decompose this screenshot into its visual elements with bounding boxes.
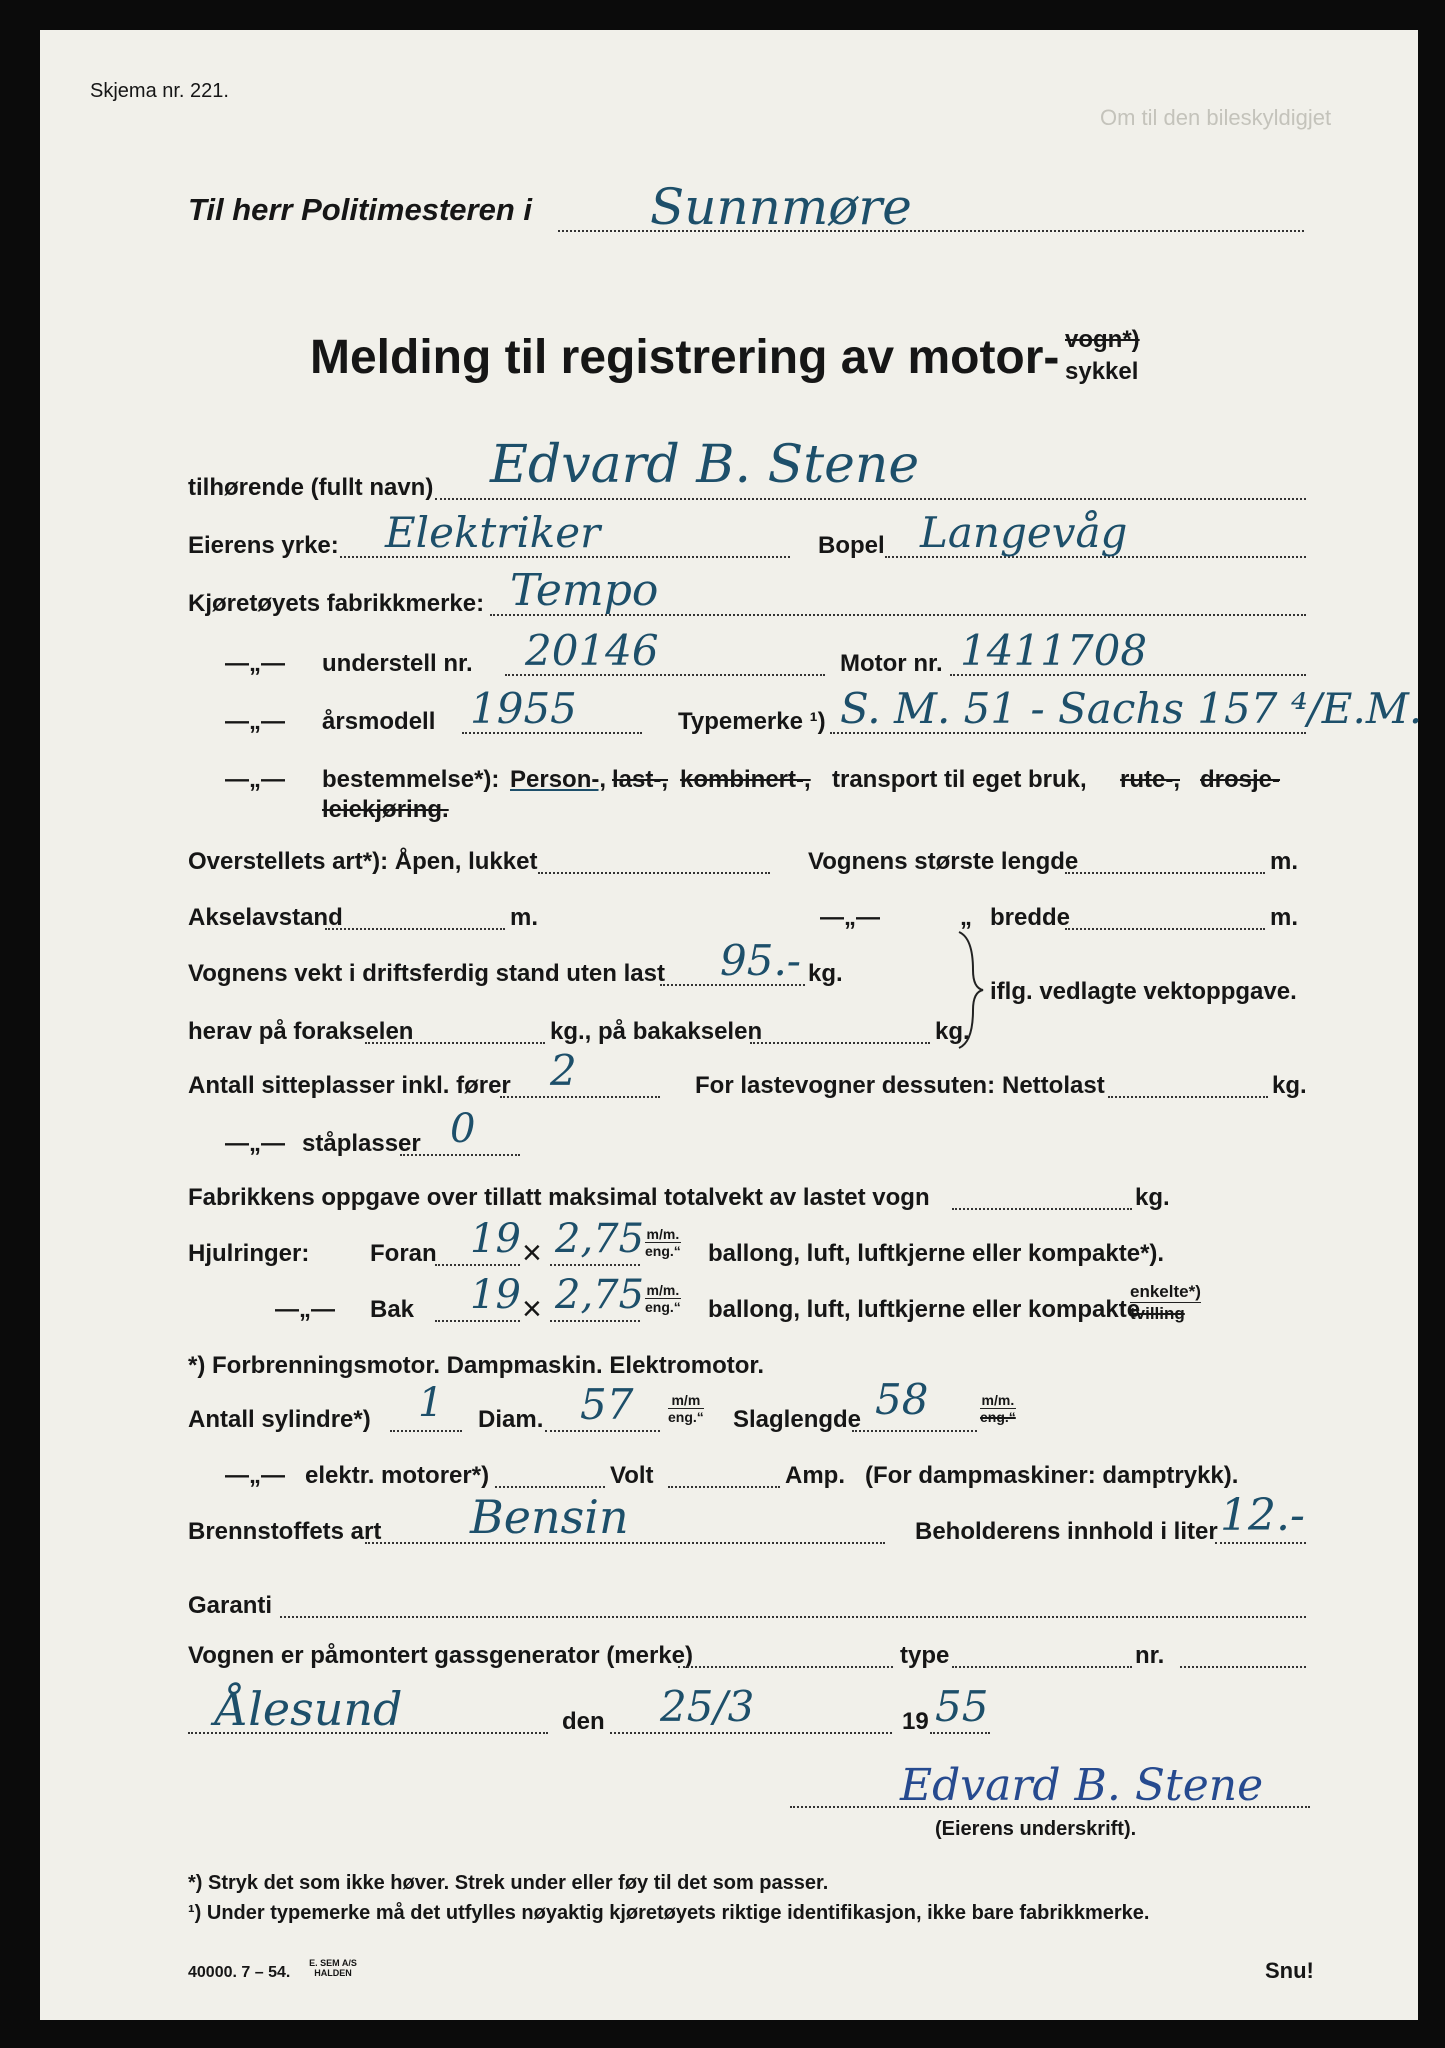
- tyres-label: Hjulringer:: [188, 1240, 310, 1267]
- gas-type-line: [952, 1666, 1132, 1668]
- title-option-sykkel: sykkel: [1065, 358, 1139, 385]
- ditto-mark-rear: —„—: [275, 1296, 335, 1323]
- footnote-strike: *) Stryk det som ikke høver. Strek under eller føy til det som passer.: [188, 1872, 829, 1894]
- truck-label: For lastevogner dessuten:: [695, 1072, 996, 1099]
- weight-label: Vognens vekt i driftsferdig stand uten last: [188, 960, 665, 987]
- fuel-label: Brennstoffets art: [188, 1518, 382, 1545]
- ditto-mark-purpose: —„—: [225, 766, 285, 793]
- print-code: 40000. 7 – 54.: [188, 1964, 291, 1981]
- electric-line: [495, 1486, 605, 1488]
- front-width-value: 2,75: [555, 1216, 645, 1262]
- amp-label: Amp.: [785, 1462, 845, 1489]
- bleed-through-text: Om til den bileskyldigjet: [1100, 105, 1332, 130]
- date-line: [610, 1732, 892, 1734]
- owner-line: [435, 498, 1306, 500]
- electric-label: elektr. motorer*): [305, 1462, 490, 1489]
- volt-line: [668, 1486, 780, 1488]
- fuel-value: Bensin: [470, 1490, 629, 1544]
- type-mark-label: Typemerke ¹): [678, 708, 826, 735]
- weight-value: 95.-: [720, 936, 801, 985]
- guarantee-line: [280, 1616, 1306, 1618]
- purpose-rute-option: rute-,: [1120, 766, 1180, 793]
- gas-type-label: type: [900, 1642, 950, 1669]
- seats-label: Antall sitteplasser inkl. fører: [188, 1072, 511, 1099]
- purpose-drosje-option: drosje-: [1200, 766, 1281, 793]
- rear-rim-line: [435, 1320, 520, 1322]
- turn-over-note: Snu!: [1265, 1958, 1314, 1983]
- cylinders-value: 1: [418, 1380, 444, 1426]
- ditto-mark-standing: —„—: [225, 1130, 285, 1157]
- purpose-label: bestemmelse*):: [322, 766, 500, 793]
- gas-generator-line: [678, 1666, 893, 1668]
- district-value: Sunnmøre: [650, 178, 912, 236]
- max-weight-line: [952, 1208, 1132, 1210]
- tank-line: [1215, 1542, 1306, 1544]
- tank-label: Beholderens innhold i liter: [915, 1518, 1218, 1545]
- printer-name: E. SEM A/S HALDEN: [309, 1958, 357, 1978]
- model-year-label: årsmodell: [322, 708, 436, 735]
- rear-width-line: [550, 1320, 640, 1322]
- net-load-line: [1108, 1096, 1268, 1098]
- addressee-label: Til herr Politimesteren i: [188, 192, 532, 227]
- make-label: Kjøretøyets fabrikkmerke:: [188, 590, 485, 617]
- occupation-label: Eierens yrke:: [188, 532, 339, 559]
- body-type-line: [538, 872, 770, 874]
- date-value: 25/3: [660, 1682, 755, 1731]
- diameter-unit-fraction: [668, 1392, 704, 1425]
- residence-value: Langevåg: [920, 508, 1128, 557]
- owner-signature: Edvard B. Stene: [900, 1760, 1264, 1811]
- seats-line: [500, 1096, 660, 1098]
- width-line: [1065, 928, 1265, 930]
- year-line: [930, 1732, 990, 1734]
- chassis-value: 20146: [525, 626, 659, 675]
- width-unit: m.: [1270, 904, 1299, 931]
- rear-times: ×: [522, 1290, 542, 1328]
- tyre-twin-option: tvilling: [1130, 1304, 1185, 1323]
- net-load-unit: kg.: [1272, 1072, 1307, 1099]
- form-page: [40, 30, 1423, 2020]
- front-tyre-types: ballong, luft, luftkjerne eller kompakte*).: [708, 1240, 1165, 1267]
- volt-label: Volt: [610, 1462, 654, 1489]
- form-title: Melding til registrering av motor-: [310, 331, 1060, 384]
- max-weight-label: Fabrikkens oppgave over tillatt maksimal totalvekt av lastet vogn: [188, 1184, 930, 1211]
- front-label: Foran: [370, 1240, 437, 1267]
- rear-tyre-types: ballong, luft, luftkjerne eller kompakte: [708, 1296, 1141, 1323]
- max-weight-unit: kg.: [1135, 1184, 1170, 1211]
- stroke-label: Slaglengde: [733, 1406, 862, 1433]
- rear-axle-unit: kg.: [935, 1018, 970, 1045]
- owner-name-value: Edvard B. Stene: [490, 435, 920, 495]
- engine-types: *) Forbrenningsmotor. Dampmaskin. Elektromotor.: [188, 1352, 765, 1379]
- guarantee-label: Garanti: [188, 1592, 273, 1619]
- place-value: Ålesund: [215, 1682, 403, 1736]
- unit-mm: m/m.: [646, 1282, 680, 1298]
- footnote-type-mark: ¹) Under typemerke må det utfylles nøyaktig kjøretøyets riktige identifikasjon, ikke bare fabrikkmerke.: [188, 1902, 1150, 1924]
- ditto-mark-chassis: —„—: [225, 650, 285, 677]
- year-prefix: 19: [902, 1708, 929, 1735]
- unit-mm: m/m: [668, 1392, 704, 1409]
- front-rim-value: 19: [470, 1216, 521, 1262]
- motor-label: Motor nr.: [840, 650, 943, 677]
- date-den-label: den: [562, 1708, 605, 1735]
- front-axle-line: [365, 1042, 545, 1044]
- chassis-label: understell nr.: [322, 650, 473, 677]
- purpose-kombinert-option: kombinert-,: [680, 766, 811, 793]
- rear-axle-line: [750, 1042, 930, 1044]
- front-axle-label: herav på forakselen: [188, 1018, 414, 1045]
- steam-note: (For dampmaskiner: damptrykk).: [865, 1462, 1239, 1489]
- diameter-line: [545, 1430, 660, 1432]
- width-comma: „: [960, 904, 972, 931]
- unit-eng: eng.“: [668, 1409, 704, 1425]
- schema-number: Skjema nr. 221.: [90, 80, 229, 102]
- occupation-value: Elektriker: [385, 508, 601, 557]
- body-type-label: Overstellets art*): Åpen, lukket: [188, 848, 538, 875]
- diameter-value: 57: [580, 1380, 634, 1429]
- tank-value: 12.-: [1220, 1490, 1305, 1541]
- weight-note: iflg. vedlagte vektoppgave.: [990, 978, 1297, 1005]
- unit-eng: eng.“: [980, 1409, 1016, 1425]
- make-value: Tempo: [510, 565, 659, 616]
- stroke-line: [852, 1430, 977, 1432]
- rear-unit-fraction: [645, 1282, 681, 1315]
- owner-label: tilhørende (fullt navn): [188, 474, 434, 501]
- max-length-line: [1065, 872, 1265, 874]
- year-value: 55: [935, 1682, 989, 1731]
- rear-rim-value: 19: [470, 1272, 521, 1318]
- rear-label: Bak: [370, 1296, 415, 1323]
- unit-mm: m/m.: [981, 1392, 1015, 1408]
- title-option-vogn: vogn*): [1065, 326, 1140, 353]
- rear-width-value: 2,75: [555, 1272, 645, 1318]
- purpose-last-option: last-,: [612, 766, 669, 793]
- model-year-value: 1955: [470, 684, 577, 733]
- wheelbase-unit: m.: [510, 904, 539, 931]
- front-times: ×: [522, 1234, 542, 1272]
- cylinders-label: Antall sylindre*): [188, 1406, 371, 1433]
- front-rim-line: [435, 1264, 520, 1266]
- gas-generator-label: Vognen er påmontert gassgenerator (merke): [188, 1642, 694, 1669]
- weight-unit: kg.: [808, 960, 843, 987]
- type-mark-value: S. M. 51 - Sachs 157 ⁴/E.M.: [840, 684, 1423, 733]
- standing-line: [400, 1154, 520, 1156]
- ditto-mark-width: —„—: [820, 904, 880, 931]
- ditto-mark-year: —„—: [225, 708, 285, 735]
- seats-value: 2: [550, 1046, 577, 1095]
- front-unit-fraction: [645, 1226, 681, 1259]
- weight-bracket: [955, 930, 985, 1050]
- diameter-label: Diam.: [478, 1406, 544, 1433]
- width-label: bredde: [990, 904, 1071, 931]
- standing-label: ståplasser: [302, 1130, 421, 1157]
- standing-value: 0: [450, 1106, 476, 1152]
- residence-label: Bopel: [818, 532, 885, 559]
- purpose-transport-option: transport til eget bruk,: [832, 766, 1087, 793]
- cylinders-line: [390, 1430, 462, 1432]
- stroke-value: 58: [875, 1375, 929, 1424]
- signature-caption: (Eierens underskrift).: [935, 1818, 1137, 1840]
- unit-eng: eng.“: [645, 1243, 681, 1259]
- rear-axle-label: kg., på bakakselen: [550, 1018, 763, 1045]
- purpose-leiekjoring-option: leiekjøring.: [322, 796, 449, 823]
- unit-mm: m/m.: [646, 1226, 680, 1242]
- front-width-line: [550, 1264, 640, 1266]
- gas-nr-label: nr.: [1135, 1642, 1165, 1669]
- gas-nr-line: [1180, 1666, 1306, 1668]
- ditto-mark-electric: —„—: [225, 1462, 285, 1489]
- unit-eng: eng.“: [645, 1299, 681, 1315]
- length-unit: m.: [1270, 848, 1299, 875]
- wheelbase-label: Akselavstand: [188, 904, 343, 931]
- purpose-person-option: Person-,: [510, 766, 607, 793]
- stroke-unit-fraction: [980, 1392, 1016, 1425]
- net-load-label: Nettolast: [1002, 1072, 1105, 1099]
- max-length-label: Vognens største lengde: [808, 848, 1079, 875]
- tyre-single-option: enkelte*): [1130, 1282, 1201, 1301]
- motor-value: 1411708: [960, 626, 1148, 675]
- wheelbase-line: [325, 928, 505, 930]
